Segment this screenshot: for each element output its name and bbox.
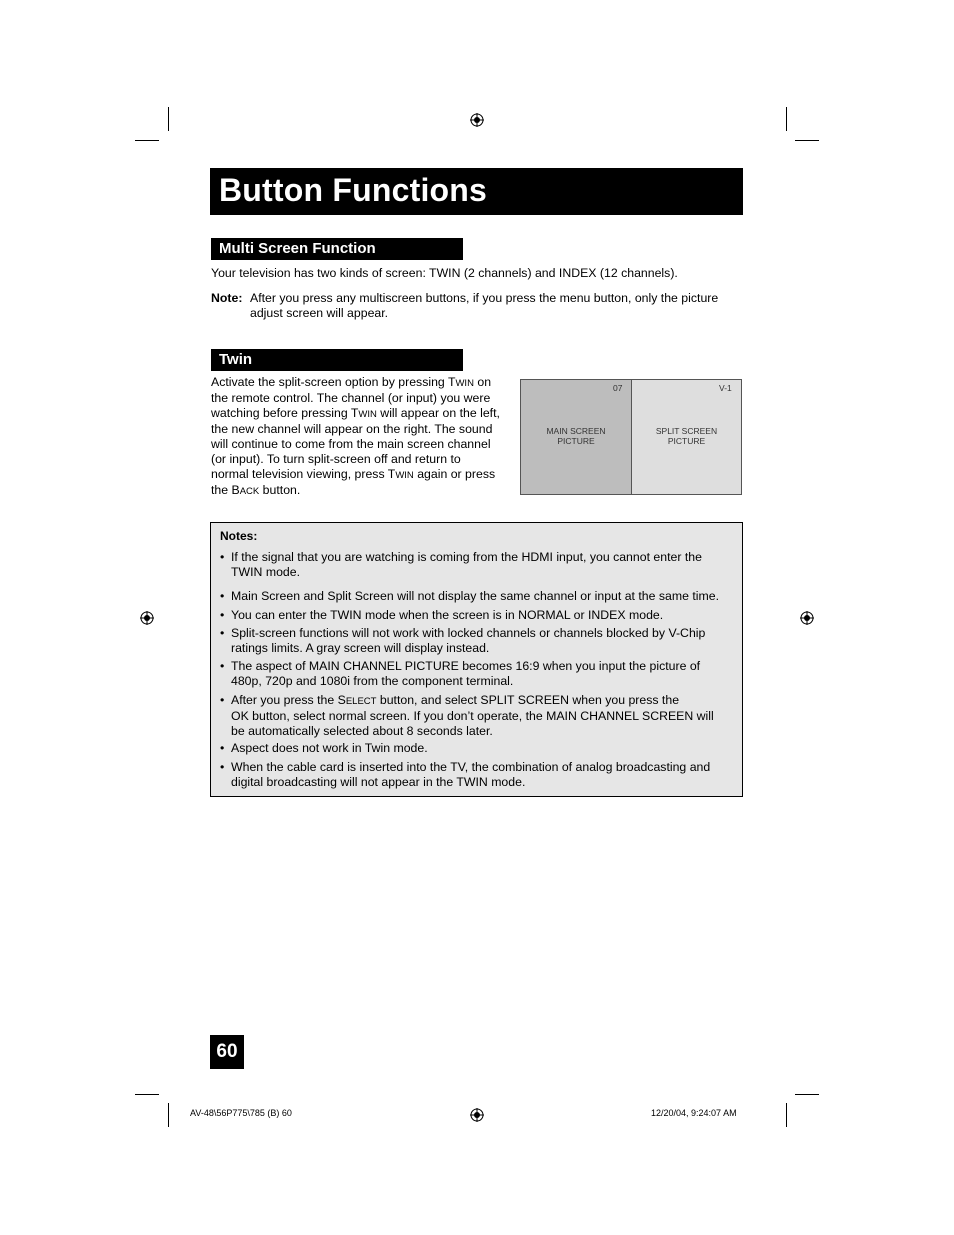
notes-list-item xyxy=(220,659,736,689)
crop-mark xyxy=(135,1094,159,1095)
crop-mark xyxy=(168,107,169,131)
notes-item-line: be automatically selected about 8 seconds later. xyxy=(231,724,493,738)
section-heading-label: Multi Screen Function xyxy=(219,240,376,257)
split-channel-number: V-1 xyxy=(719,383,732,393)
page-number-box xyxy=(210,1035,244,1069)
main-screen-label-line: PICTURE xyxy=(557,436,595,446)
bullet-icon: • xyxy=(220,589,225,603)
notes-item-line: You can enter the TWIN mode when the screen is in NORMAL or INDEX mode. xyxy=(231,608,664,622)
notes-item-line: 480p, 720p and 1080i from the component terminal. xyxy=(231,674,514,688)
page-title: Button Functions xyxy=(219,172,488,208)
notes-item-text xyxy=(220,608,736,623)
page-title-banner xyxy=(210,168,743,215)
text-segment: on xyxy=(473,375,492,389)
crop-mark xyxy=(786,1103,787,1127)
registration-mark-icon xyxy=(470,1108,484,1122)
footer-file-info: AV-48\56P775\785 (B) 60 xyxy=(190,1108,292,1118)
notes-list-item xyxy=(220,741,736,756)
notes-list-item xyxy=(220,693,736,739)
notes-item-line: Main Screen and Split Screen will not display the same channel or input at the same time. xyxy=(231,589,720,603)
text-segment: the remote control. The channel (or input) you were xyxy=(211,391,491,405)
notes-list-item xyxy=(220,608,736,623)
notes-item-line: If the signal that you are watching is coming from the HDMI input, you cannot enter the xyxy=(231,550,702,564)
notes-box xyxy=(210,522,743,797)
notes-item-text xyxy=(220,741,736,756)
text-segment: After you press the S xyxy=(231,693,346,707)
split-screen-label xyxy=(632,426,741,446)
notes-item-line: digital broadcasting will not appear in the TWIN mode. xyxy=(231,775,526,789)
multi-screen-intro: Your television has two kinds of screen: TWIN (2 channels) and INDEX (12 channels). xyxy=(211,266,678,280)
text-segment: again or press xyxy=(413,467,496,481)
bullet-icon: • xyxy=(220,659,225,673)
notes-item-line: When the cable card is inserted into the TV, the combination of analog broadcasting and xyxy=(231,760,711,774)
button-name: ACK xyxy=(239,486,260,497)
notes-title: Notes: xyxy=(220,529,258,543)
notes-list-item xyxy=(220,626,736,656)
text-segment: button. xyxy=(259,483,301,497)
split-screen-diagram xyxy=(520,379,742,495)
notes-item-line: The aspect of MAIN CHANNEL PICTURE becomes 16:9 when you input the picture of xyxy=(231,659,701,673)
bullet-icon: • xyxy=(220,626,225,640)
twin-paragraph-line xyxy=(211,452,511,467)
main-channel-number: 07 xyxy=(613,383,623,393)
bullet-icon: • xyxy=(220,760,225,774)
bullet-icon: • xyxy=(220,741,225,755)
notes-item-text xyxy=(220,659,736,689)
notes-item-line xyxy=(231,693,736,709)
notes-item-line: OK button, select normal screen. If you don’t operate, the MAIN CHANNEL SCREEN will xyxy=(231,709,714,723)
twin-paragraph-line xyxy=(211,467,511,483)
text-segment: Activate the split-screen option by pressing T xyxy=(211,375,456,389)
footer-timestamp: 12/20/04, 9:24:07 AM xyxy=(651,1108,737,1118)
text-segment: the B xyxy=(211,483,240,497)
notes-list-item xyxy=(220,550,736,580)
notes-list-item xyxy=(220,589,736,604)
crop-mark xyxy=(786,107,787,131)
section-heading-twin xyxy=(211,349,463,371)
notes-item-line: Split-screen functions will not work with locked channels or channels blocked by V-Chip xyxy=(231,626,706,640)
twin-paragraph-line xyxy=(211,391,511,406)
crop-mark xyxy=(168,1103,169,1127)
crop-mark xyxy=(135,140,159,141)
twin-paragraph-line xyxy=(211,375,511,391)
crop-mark xyxy=(795,140,819,141)
bullet-icon: • xyxy=(220,550,225,564)
notes-item-text xyxy=(220,589,736,604)
notes-item-line: ratings limits. A gray screen will display instead. xyxy=(231,641,490,655)
note-text-line: After you press any multiscreen buttons, if you press the menu button, only the picture xyxy=(250,291,719,305)
twin-paragraph xyxy=(211,375,511,499)
notes-item-text xyxy=(220,693,736,739)
section-heading-multi-screen xyxy=(211,238,463,260)
button-name: WIN xyxy=(395,470,414,481)
main-screen-label xyxy=(521,426,631,446)
note-label: Note: xyxy=(211,291,243,305)
bullet-icon: • xyxy=(220,693,225,707)
text-segment: watching before pressing T xyxy=(211,406,359,420)
notes-item-text xyxy=(220,626,736,656)
button-name: WIN xyxy=(358,409,377,420)
text-segment: will appear on the left, xyxy=(376,406,500,420)
text-segment: normal television viewing, press T xyxy=(211,467,396,481)
crop-mark xyxy=(795,1094,819,1095)
twin-paragraph-line xyxy=(211,406,511,422)
registration-mark-icon xyxy=(800,611,814,625)
notes-list-item xyxy=(220,760,736,790)
section-heading-label: Twin xyxy=(219,351,253,368)
button-name: WIN xyxy=(455,378,474,389)
text-segment: button, and select SPLIT SCREEN when you press the xyxy=(376,693,680,707)
notes-item-line: Aspect does not work in Twin mode. xyxy=(231,741,428,755)
text-segment: (or input). To turn split-screen off and return to xyxy=(211,452,461,466)
bullet-icon: • xyxy=(220,608,225,622)
split-screen-label-line: PICTURE xyxy=(667,436,706,446)
button-name: ELECT xyxy=(345,696,377,707)
notes-item-line: TWIN mode. xyxy=(231,565,301,579)
registration-mark-icon xyxy=(470,113,484,127)
notes-item-text xyxy=(220,550,736,580)
twin-paragraph-line xyxy=(211,422,511,437)
registration-mark-icon xyxy=(140,611,154,625)
text-segment: the new channel will appear on the right. The sound xyxy=(211,422,493,436)
note-text-line: adjust screen will appear. xyxy=(250,306,389,320)
twin-paragraph-line xyxy=(211,483,511,499)
twin-paragraph-line xyxy=(211,437,511,452)
text-segment: will continue to come from the main screen channel xyxy=(211,437,491,451)
notes-item-text xyxy=(220,760,736,790)
main-screen-label-line: MAIN SCREEN xyxy=(546,426,606,436)
page-number: 60 xyxy=(216,1041,238,1062)
split-screen-label-line: SPLIT SCREEN xyxy=(655,426,718,436)
